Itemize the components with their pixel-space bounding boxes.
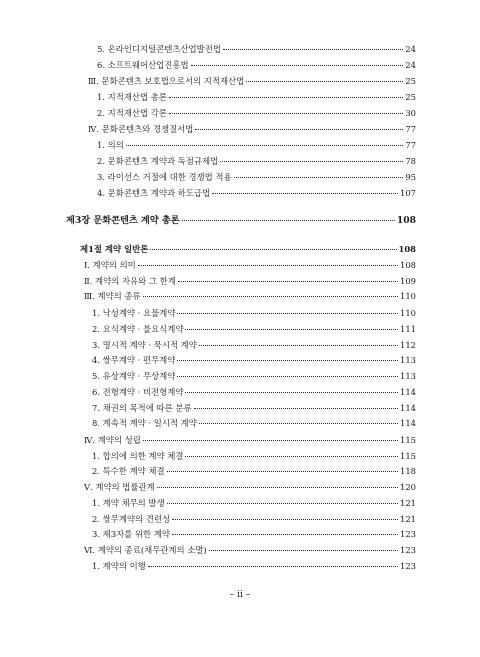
leader-dots [143,296,398,297]
toc-entry [84,434,416,446]
toc-label: 1. 낙성계약 · 요물계약 [92,308,176,318]
toc-page-number: 113 [400,371,416,381]
toc-label: 4. 쌍무계약 · 편무계약 [92,355,176,365]
toc-label: 제1절 계약 일반론 [80,244,149,254]
toc-label: 3. 명시적 계약 · 묵시적 계약 [92,340,197,350]
leader-dots [185,329,398,330]
toc-entry [97,187,416,199]
toc-entry [84,544,416,556]
leader-dots [191,65,404,66]
toc-entry [97,59,416,71]
leader-dots [172,534,398,535]
toc-label: 5. 온라인디지털콘텐츠산업발전법 [97,44,221,54]
toc-entry [92,417,416,429]
toc-entry [97,155,416,167]
toc-page-number: 120 [400,482,416,492]
leader-dots [209,550,398,551]
leader-dots [246,81,403,82]
toc-label: 6. 전형계약 · 비전형계약 [92,387,184,397]
leader-dots [150,249,396,250]
toc-page-number: 121 [400,514,416,524]
toc-page-number: 109 [400,276,416,286]
toc-page-number: 77 [405,140,416,150]
toc-entry [84,259,416,271]
leader-dots [167,471,398,472]
toc-label: 1. 합의에 의한 계약 체결 [92,451,184,461]
toc-entry [92,386,416,398]
toc-label: 6. 소프트웨어산업진흥법 [97,60,189,70]
toc-label: 2. 특수한 계약 체결 [92,466,165,476]
leader-dots [177,376,398,377]
leader-dots [220,161,403,162]
toc-label: 5. 유상계약 · 무상계약 [92,371,176,381]
leader-dots [138,265,398,266]
leader-dots [177,360,398,361]
toc-label: 8. 계속적 계약 · 일시적 계약 [92,418,197,428]
toc-entry [97,91,416,103]
toc-entry [92,307,416,319]
toc-page-number: 115 [400,435,416,445]
toc-page-number: 123 [400,529,416,539]
toc-page-number: 115 [400,451,416,461]
toc-entry [92,528,416,540]
toc-label: 2. 쌍무계약의 견련성 [92,514,171,524]
toc-entry [92,513,416,525]
toc-page-number: 112 [400,340,416,350]
toc-page-number: 25 [405,76,416,86]
toc-entry [84,275,416,287]
toc-page-number: 123 [400,561,416,571]
leader-dots [126,145,403,146]
toc-label: Ⅵ. 계약의 종료(채무관계의 소멸) [84,545,207,555]
toc-page-number: 24 [405,44,416,54]
toc-page-number: 78 [405,156,416,166]
toc-entry [92,497,416,509]
leader-dots [195,129,403,130]
toc-entry [97,107,416,119]
toc-label: 4. 문화콘텐츠 계약과 하도급법 [97,188,211,198]
leader-dots [167,503,398,504]
toc-page-number: 24 [405,60,416,70]
toc-page-number: 114 [400,403,416,413]
leader-dots [172,519,398,520]
toc-label: 2. 문화콘텐츠 계약과 독점규제법 [97,156,219,166]
toc-label: 제3장 문화콘텐츠 계약 총론 [66,215,180,226]
toc-page-number: 123 [400,545,416,555]
leader-dots [199,345,398,346]
leader-dots [223,49,403,50]
toc-page-number: 77 [405,124,416,134]
toc-page-number: 113 [400,355,416,365]
page-footer-number: – ii – [229,590,251,600]
toc-entry [92,465,416,477]
leader-dots [234,177,404,178]
toc-page-number: 110 [400,308,416,318]
toc-label: 2. 지적재산법 각론 [97,108,167,118]
toc-page-number: 114 [400,418,416,428]
toc-entry [84,290,416,302]
toc-label: 1. 지적재산법 총론 [97,92,167,102]
toc-page-number: 95 [405,172,416,182]
toc-label: 1. 계약 채무의 발생 [92,498,165,508]
toc-entry [92,339,416,351]
leader-dots [185,456,398,457]
leader-dots [148,566,398,567]
leader-dots [169,97,403,98]
toc-label: Ⅴ. 계약의 법률관계 [84,482,155,492]
toc-label: 2. 요식계약 · 불요식계약 [92,324,184,334]
toc-label: 1. 의의 [97,140,124,150]
toc-entry [92,323,416,335]
toc-page-number: 114 [400,387,416,397]
toc-label: 1. 계약의 이행 [92,561,146,571]
leader-dots [178,281,398,282]
toc-label: 3. 제3자를 위한 계약 [92,529,170,539]
toc-chapter-entry [66,215,416,227]
toc-page-number: 25 [405,92,416,102]
toc-page-number: 111 [400,324,416,334]
toc-label: Ⅳ. 문화콘텐츠와 경쟁질서법 [88,124,194,134]
leader-dots [182,220,395,221]
toc-entry [92,370,416,382]
toc-page-number: 30 [405,108,416,118]
leader-dots [212,193,398,194]
toc-label: Ⅱ. 계약의 자유와 그 한계 [84,276,176,286]
leader-dots [177,313,398,314]
toc-label: 3. 라이선스 거절에 대한 경쟁법 적용 [97,172,232,182]
toc-page-number: 108 [400,260,416,270]
toc-page-number: 118 [400,466,416,476]
leader-dots [194,408,398,409]
toc-section-entry [80,243,416,255]
toc-label: Ⅳ. 계약의 성립 [84,435,141,445]
leader-dots [169,113,403,114]
toc-label: Ⅲ. 문화콘텐츠 보호법으로서의 지적재산법 [88,76,245,86]
toc-entry [88,75,416,87]
toc-entry [92,450,416,462]
toc-page-number: 121 [400,498,416,508]
toc-entry [92,402,416,414]
toc-page-number: 108 [396,215,416,226]
leader-dots [143,440,398,441]
toc-entry [84,481,416,493]
toc-page-number: 108 [398,244,416,254]
toc-page-number: 110 [400,291,416,301]
toc-entry [97,139,416,151]
toc-entry [88,123,416,135]
toc-entry [92,354,416,366]
toc-label: 7. 채권의 목적에 따른 분류 [92,403,192,413]
toc-page-number: 107 [400,188,416,198]
toc-entry [97,171,416,183]
toc-label: Ⅲ. 계약의 종류 [84,291,141,301]
toc-label: Ⅰ. 계약의 의미 [84,260,136,270]
toc-entry [97,43,416,55]
leader-dots [199,423,398,424]
toc-entry [92,560,416,572]
leader-dots [157,487,398,488]
leader-dots [185,392,398,393]
